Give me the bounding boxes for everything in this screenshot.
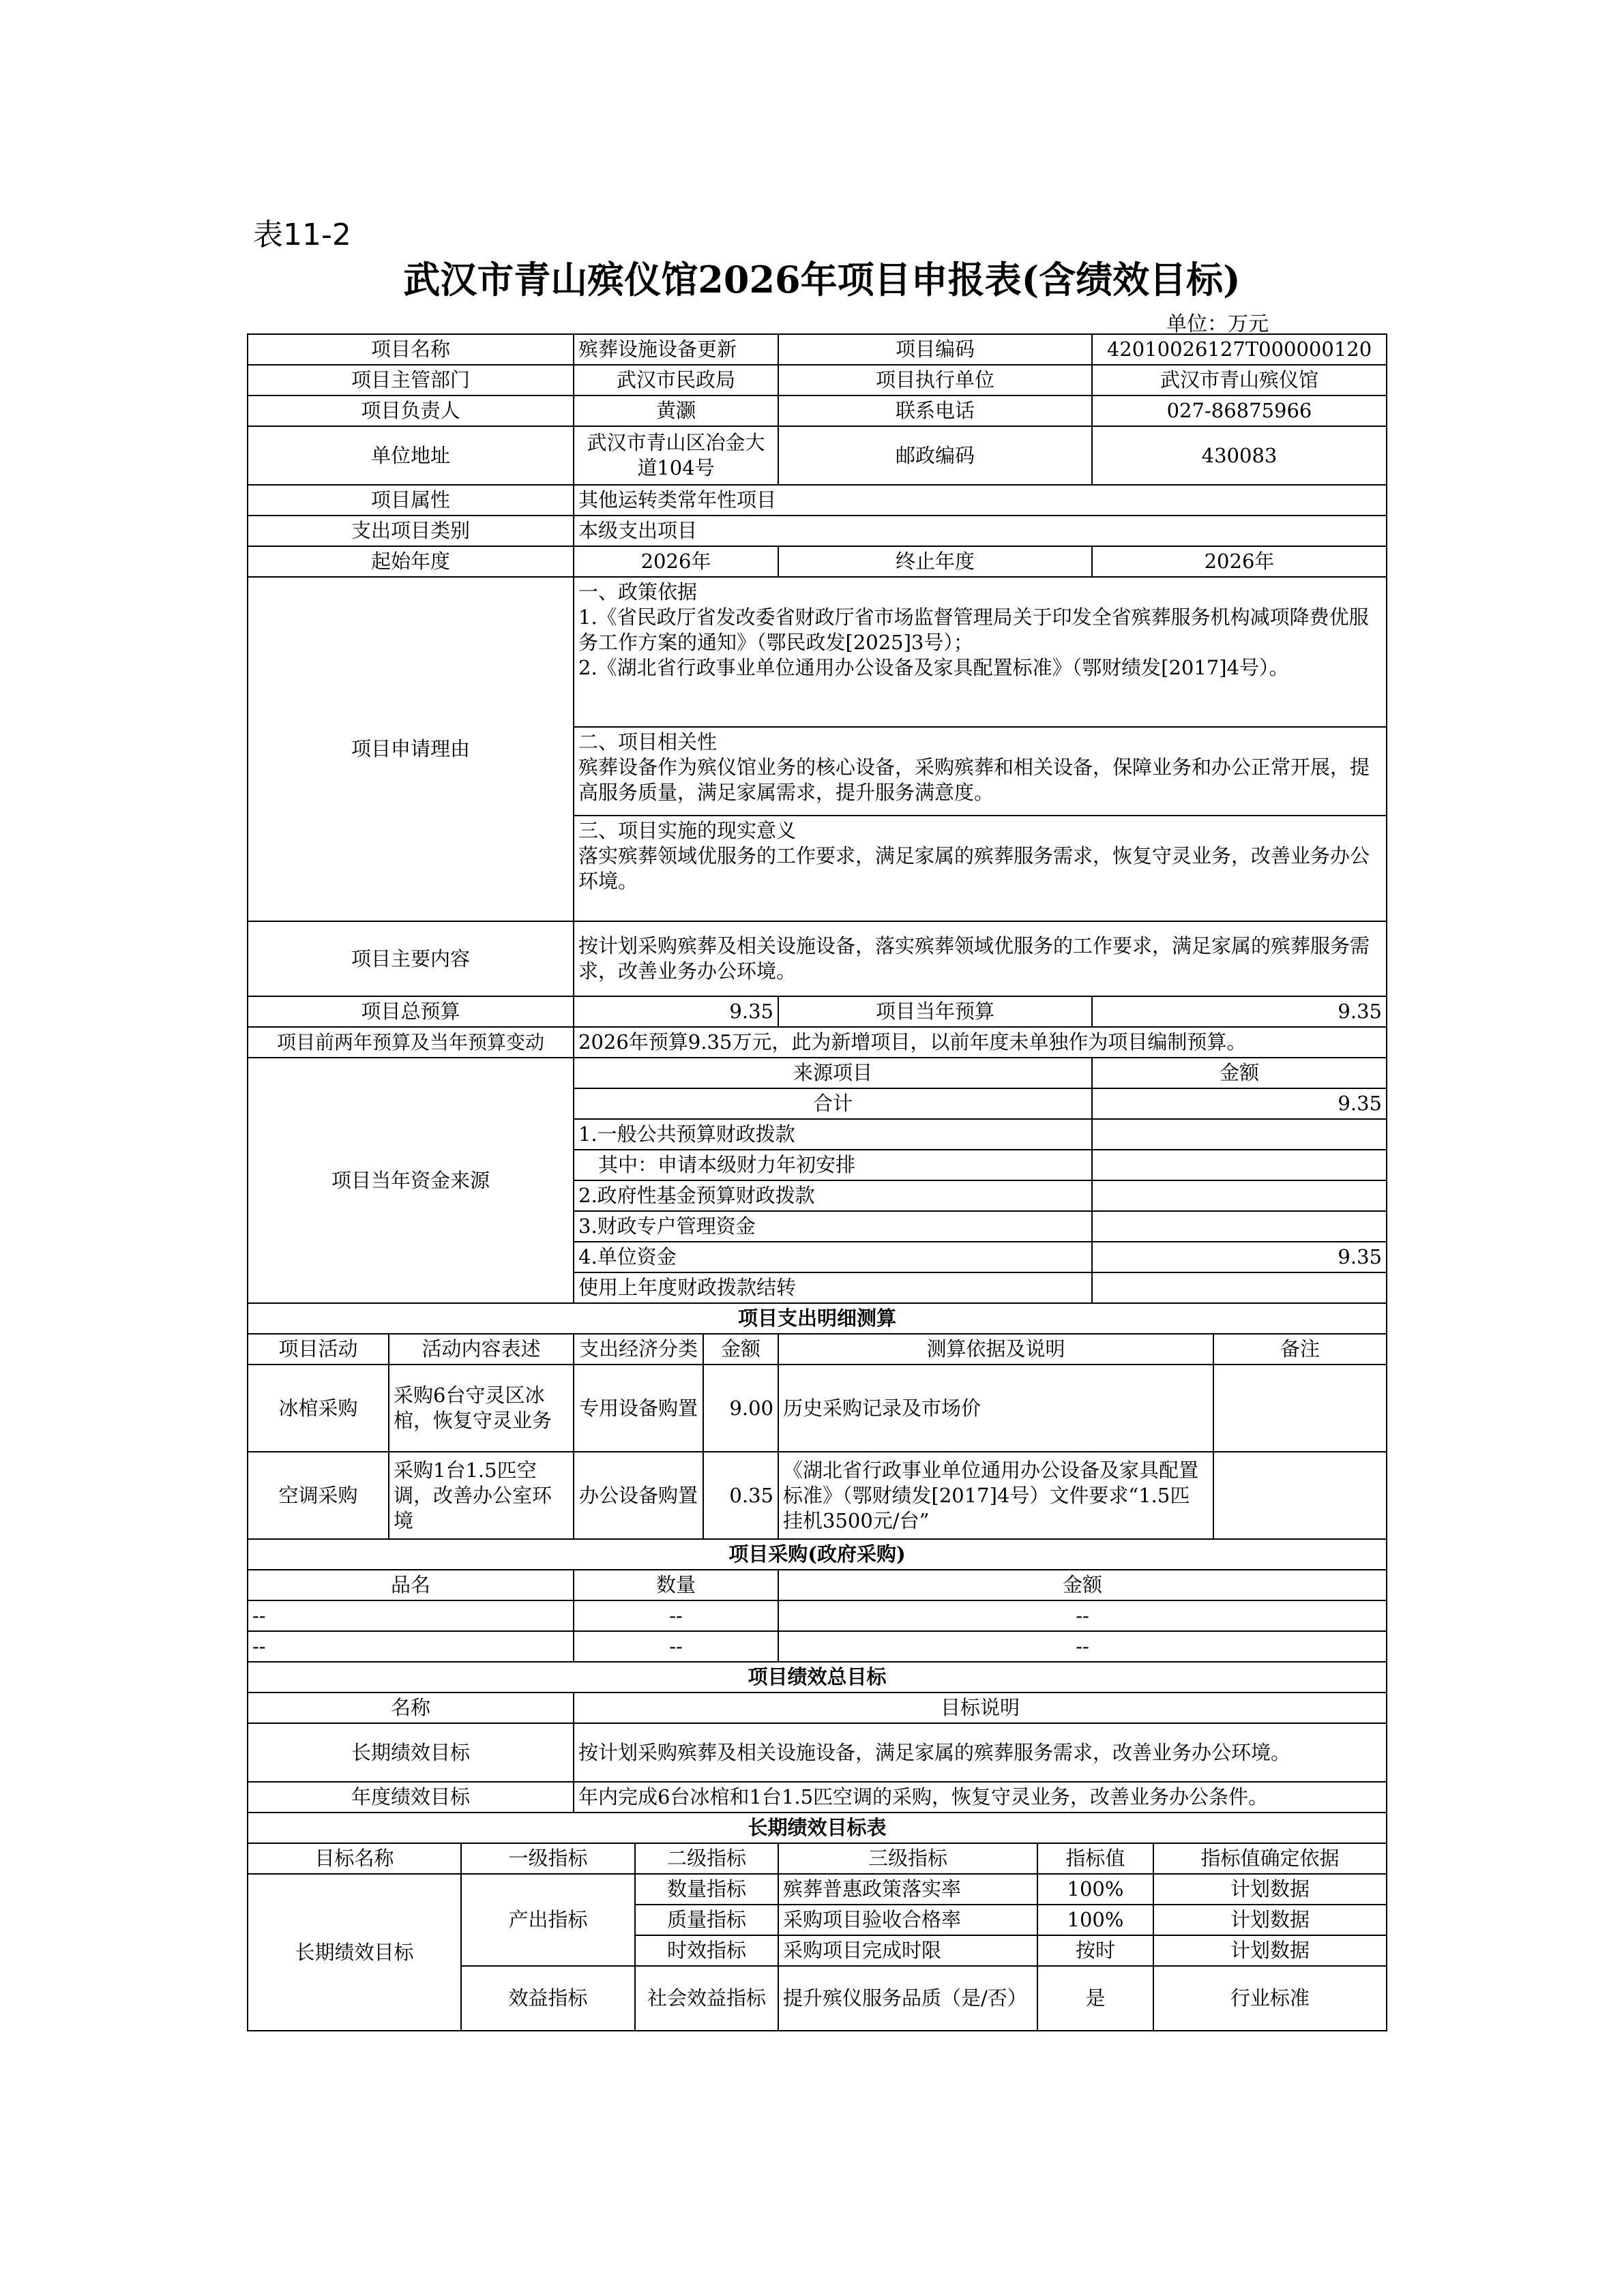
funding-amount: [1092, 1150, 1387, 1180]
content-label: 项目主要内容: [248, 921, 574, 996]
procure-qty: --: [574, 1631, 778, 1662]
detail-header-amount: 金额: [703, 1335, 778, 1365]
procure-qty: --: [574, 1600, 778, 1631]
detail-desc: 采购6台守灵区冰棺，恢复守灵业务: [389, 1365, 574, 1452]
lt-l1-output: 产出指标: [461, 1874, 635, 1966]
dept-label: 项目主管部门: [248, 365, 574, 396]
lt-l2: 质量指标: [635, 1905, 778, 1935]
reason-policy-line: 2.《湖北省行政事业单位通用办公设备及家具配置标准》（鄂财绩发[2017]4号）。: [578, 656, 1289, 679]
lt-basis: 计划数据: [1153, 1905, 1387, 1935]
funding-row: 4.单位资金: [574, 1242, 1092, 1272]
page-title: 武汉市青山殡仪馆2026年项目申报表(含绩效目标): [403, 258, 1241, 301]
start-year: 2026年: [574, 546, 778, 577]
long-table-section-title: 长期绩效目标表: [248, 1813, 1387, 1843]
reason-relevance-text: 殡葬设备作为殡仪馆业务的核心设备，采购殡葬和相关设备，保障业务和办公正常开展，提高服务质量，满足家属需求，提升服务满意度。: [578, 756, 1370, 804]
reason-policy: [574, 577, 1387, 727]
project-name: 殡葬设施设备更新: [574, 334, 778, 365]
funding-amount: 9.35: [1092, 1242, 1387, 1272]
total-budget-label: 项目总预算: [248, 996, 574, 1027]
lt-header-l3: 三级指标: [778, 1844, 1037, 1874]
detail-note: [1213, 1452, 1387, 1539]
start-year-label: 起始年度: [248, 546, 574, 577]
leader-label: 项目负责人: [248, 396, 574, 426]
detail-header-basis: 测算依据及说明: [778, 1335, 1213, 1365]
procure-header-amount: 金额: [778, 1570, 1387, 1600]
leader: 黄灏: [574, 396, 778, 426]
procure-item: --: [248, 1631, 574, 1662]
lt-header-value: 指标值: [1037, 1844, 1153, 1874]
detail-header-econ: 支出经济分类: [574, 1335, 703, 1365]
funding-amount: [1092, 1211, 1387, 1242]
total-budget: 9.35: [574, 996, 778, 1027]
reason-significance: [574, 816, 1387, 921]
lt-l2: 时效指标: [635, 1935, 778, 1966]
detail-header-activity: 项目活动: [248, 1335, 389, 1365]
address-label: 单位地址: [248, 426, 574, 485]
detail-activity: 冰棺采购: [248, 1365, 389, 1452]
lt-value: 按时: [1037, 1935, 1153, 1966]
detail-header-note: 备注: [1213, 1335, 1387, 1365]
budget-change-label: 项目前两年预算及当年预算变动: [248, 1027, 574, 1058]
funding-row: 1.一般公共预算财政拨款: [574, 1119, 1092, 1150]
funding-row: 其中：申请本级财力年初安排: [574, 1150, 1092, 1180]
procure-amount: --: [778, 1600, 1387, 1631]
end-year: 2026年: [1092, 546, 1387, 577]
exec-unit: 武汉市青山殡仪馆: [1092, 365, 1387, 396]
goal-section-title: 项目绩效总目标: [248, 1662, 1387, 1693]
long-goal-label: 长期绩效目标: [248, 1723, 574, 1782]
detail-table: [247, 1335, 1387, 1540]
lt-l2: 社会效益指标: [635, 1966, 778, 2031]
budget-change: 2026年预算9.35万元，此为新增项目，以前年度未单独作为项目编制预算。: [574, 1027, 1387, 1058]
attr-label: 项目属性: [248, 485, 574, 516]
detail-note: [1213, 1365, 1387, 1452]
year-budget: 9.35: [1092, 996, 1387, 1027]
phone: 027-86875966: [1092, 396, 1387, 426]
attr: 其他运转类常年性项目: [574, 485, 1387, 516]
funding-row: 3.财政专户管理资金: [574, 1211, 1092, 1242]
unit-label: 单位：万元: [1166, 312, 1269, 336]
year-goal-label: 年度绩效目标: [248, 1782, 574, 1813]
lt-l3: 采购项目验收合格率: [778, 1905, 1037, 1935]
lt-l2: 数量指标: [635, 1874, 778, 1905]
funding-label: 项目当年资金来源: [248, 1058, 574, 1303]
procure-header-qty: 数量: [574, 1570, 778, 1600]
procurement-goal-table: [247, 1540, 1387, 1844]
detail-activity: 空调采购: [248, 1452, 389, 1539]
dept: 武汉市民政局: [574, 365, 778, 396]
category: 本级支出项目: [574, 516, 1387, 546]
lt-header-basis: 指标值确定依据: [1153, 1844, 1387, 1874]
funding-source-header: 来源项目: [574, 1058, 1092, 1088]
detail-header-desc: 活动内容表述: [389, 1335, 574, 1365]
content-text: 按计划采购殡葬及相关设施设备，落实殡葬领域优服务的工作要求，满足家属的殡葬服务需求，改善业务办公环境。: [574, 921, 1387, 996]
lt-basis: 计划数据: [1153, 1874, 1387, 1905]
lt-target: 长期绩效目标: [248, 1874, 461, 2031]
lt-header-l1: 一级指标: [461, 1844, 635, 1874]
lt-value: 100%: [1037, 1905, 1153, 1935]
detail-basis: 历史采购记录及市场价: [778, 1365, 1213, 1452]
reason-policy-line: 1.《省民政厅省发改委省财政厅省市场监督管理局关于印发全省殡葬服务机构减项降费优服务工作方案的通知》（鄂民政发[2025]3号）；: [578, 606, 1369, 654]
basic-info-table: [247, 333, 1387, 1335]
project-code: 42010026127T000000120: [1092, 334, 1387, 365]
postcode-label: 邮政编码: [778, 426, 1092, 485]
end-year-label: 终止年度: [778, 546, 1092, 577]
detail-econ: 办公设备购置: [574, 1452, 703, 1539]
procure-section-title: 项目采购(政府采购): [248, 1540, 1387, 1570]
project-form: [247, 333, 1386, 2031]
goal-header-desc: 目标说明: [574, 1693, 1387, 1723]
procure-header-item: 品名: [248, 1570, 574, 1600]
procure-item: --: [248, 1600, 574, 1631]
lt-l3: 提升殡仪服务品质（是/否）: [778, 1966, 1037, 2031]
funding-amount-header: 金额: [1092, 1058, 1387, 1088]
funding-amount: [1092, 1119, 1387, 1150]
reason-policy-title: 一、政策依据: [578, 580, 698, 603]
lt-l3: 殡葬普惠政策落实率: [778, 1874, 1037, 1905]
lt-basis: 计划数据: [1153, 1935, 1387, 1966]
lt-l1-benefit: 效益指标: [461, 1966, 635, 2031]
detail-desc: 采购1台1.5匹空调，改善办公室环境: [389, 1452, 574, 1539]
funding-row: 合计: [574, 1088, 1092, 1119]
detail-section-title: 项目支出明细测算: [248, 1303, 1387, 1334]
table-number: 表11-2: [253, 218, 351, 252]
category-label: 支出项目类别: [248, 516, 574, 546]
exec-unit-label: 项目执行单位: [778, 365, 1092, 396]
lt-value: 是: [1037, 1966, 1153, 2031]
funding-row: 2.政府性基金预算财政拨款: [574, 1180, 1092, 1211]
reason-relevance: [574, 727, 1387, 816]
reason-significance-text: 落实殡葬领域优服务的工作要求，满足家属的殡葬服务需求，恢复守灵业务，改善业务办公环境。: [578, 844, 1370, 893]
year-goal-text: 年内完成6台冰棺和1台1.5匹空调的采购，恢复守灵业务，改善业务办公条件。: [574, 1782, 1387, 1813]
project-name-label: 项目名称: [248, 334, 574, 365]
phone-label: 联系电话: [778, 396, 1092, 426]
detail-amount: 0.35: [703, 1452, 778, 1539]
detail-basis: 《湖北省行政事业单位通用办公设备及家具配置标准》（鄂财绩发[2017]4号）文件要求“1.5匹挂机3500元/台”: [778, 1452, 1213, 1539]
lt-l3: 采购项目完成时限: [778, 1935, 1037, 1966]
detail-econ: 专用设备购置: [574, 1365, 703, 1452]
funding-amount: [1092, 1272, 1387, 1303]
year-budget-label: 项目当年预算: [778, 996, 1092, 1027]
procure-amount: --: [778, 1631, 1387, 1662]
detail-amount: 9.00: [703, 1365, 778, 1452]
lt-header-target: 目标名称: [248, 1844, 461, 1874]
lt-value: 100%: [1037, 1874, 1153, 1905]
funding-amount: [1092, 1180, 1387, 1211]
lt-header-l2: 二级指标: [635, 1844, 778, 1874]
reason-relevance-title: 二、项目相关性: [578, 730, 718, 754]
reason-significance-title: 三、项目实施的现实意义: [578, 819, 797, 842]
funding-amount: 9.35: [1092, 1088, 1387, 1119]
goal-header-name: 名称: [248, 1693, 574, 1723]
long-term-performance-table: [247, 1844, 1387, 2031]
address: 武汉市青山区冶金大道104号: [574, 426, 778, 485]
reason-label: 项目申请理由: [248, 577, 574, 921]
funding-row: 使用上年度财政拨款结转: [574, 1272, 1092, 1303]
postcode: 430083: [1092, 426, 1387, 485]
long-goal-text: 按计划采购殡葬及相关设施设备，满足家属的殡葬服务需求，改善业务办公环境。: [574, 1723, 1387, 1782]
project-code-label: 项目编码: [778, 334, 1092, 365]
lt-basis: 行业标准: [1153, 1966, 1387, 2031]
